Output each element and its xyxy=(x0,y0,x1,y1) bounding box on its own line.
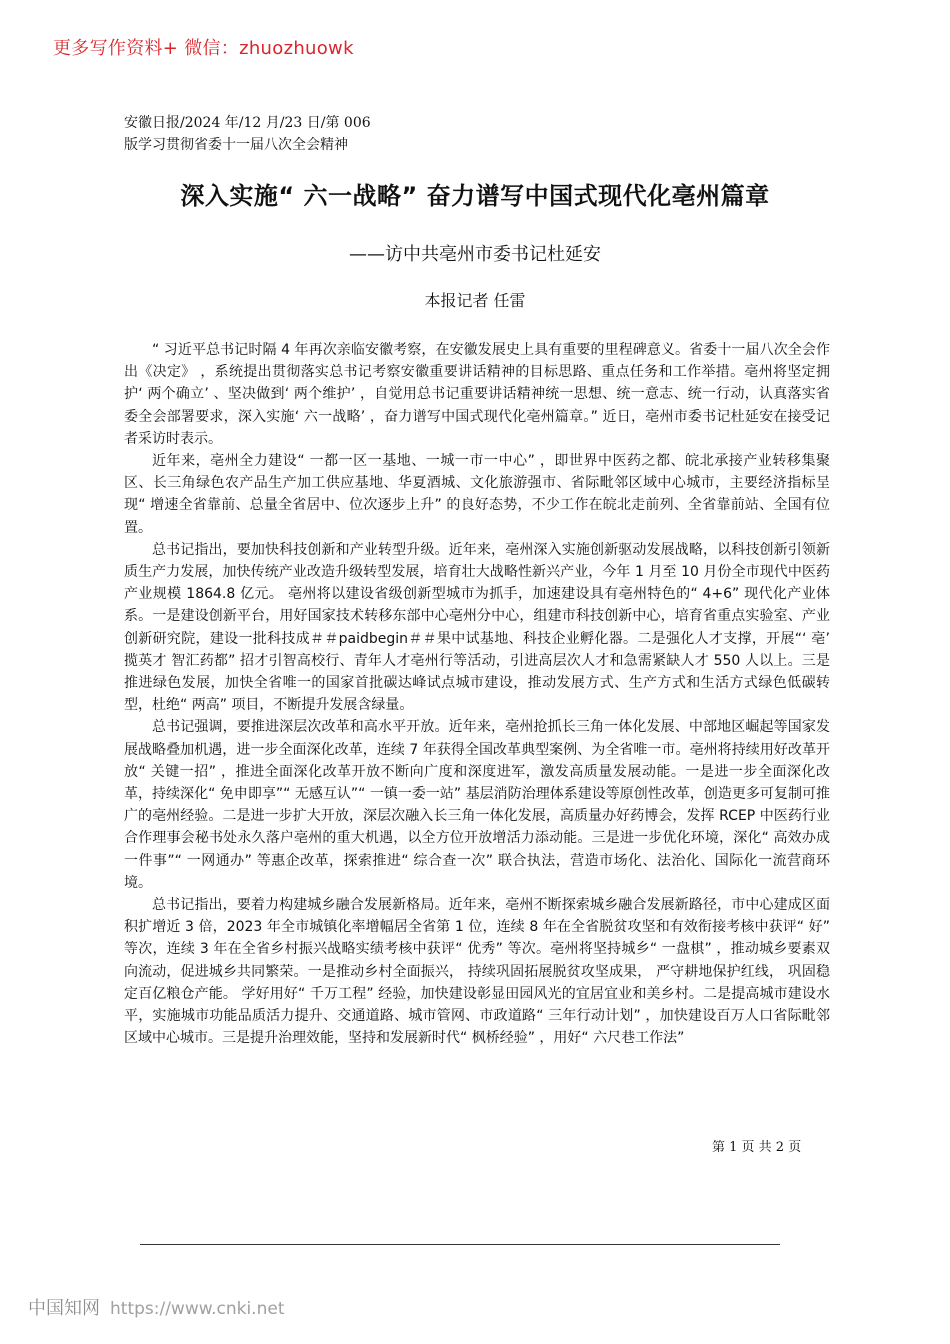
paragraph: 近年来，亳州全力建设“ 一都一区一基地、一城一市一中心” ，即世界中医药之都、皖北承接产业转移集聚区、长三角绿色农产品生产加工供应基地、华夏酒城、文化旅游强市、省际毗邻区域中心城市，主要经济指标呈现“ 增速全省靠前、总量全省居中、位次逐步上升” 的良好态势，不少工作在皖北走前列、全省靠前站、全国有位置。 xyxy=(124,453,830,536)
article-title: 深入实施“ 六一战略” 奋力谱写中国式现代化亳州篇章 xyxy=(180,182,770,210)
source-line xyxy=(124,112,444,156)
article-body xyxy=(124,339,830,1050)
byline: 本报记者 任雷 xyxy=(424,291,526,310)
source-line-2: 版学习贯彻省委十一届八次全会精神 xyxy=(124,137,348,153)
watermark-brand: 中国知网 xyxy=(28,1298,100,1319)
footer-divider xyxy=(140,1244,780,1245)
paragraph: “ 习近平总书记时隔 4 年再次亲临安徽考察，在安徽发展史上具有重要的里程碑意义。省委十一届八次全会作出《决定》 ，系统提出贯彻落实总书记考察安徽重要讲话精神的目标思路、重点任务和工作举措。亳州将坚定拥护‘ 两个确立’ 、坚决做到‘ 两个维护’ ，自觉用总书记重要讲话精神统一思想、统一意志、统一行动，认真落实省委全会部署要求，深入实施‘ 六一战略’ ，奋力谱写中国式现代化亳州篇章。” 近日，亳州市委书记杜延安在接受记者采访时表示。 xyxy=(124,342,830,447)
paragraph: 总书记指出，要着力构建城乡融合发展新格局。近年来，亳州不断探索城乡融合发展新路径，市中心建成区面积扩增近 3 倍，2023 年全市城镇化率增幅居全省第 1 位，连续 8 年在全省脱贫攻坚和有效衔接考核中获评“ 好” 等次，连续 3 年在全省乡村振兴战略实绩考核中获评“ 优秀” 等次。亳州将坚持城乡“ 一盘棋” ，推动城乡要素双向流动，促进城乡共同繁荣。一是推动乡村全面振兴， 持续巩固拓展脱贫攻坚成果， 严守耕地保护红线， 巩固稳定百亿粮仓产能。 学好用好“ 千万工程” 经验，加快建设彰显田园风光的宜居宜业和美乡村。二是提高城市建设水平，实施城市功能品质活力提升、交通道路、城市管网、市政道路“ 三年行动计划” ，加快建设百万人口省际毗邻区域中心城市。三是提升治理效能，坚持和发展新时代“ 枫桥经验” ，用好“ 六尺巷工作法” xyxy=(124,897,830,1047)
paragraph: 总书记指出，要加快科技创新和产业转型升级。近年来，亳州深入实施创新驱动发展战略，以科技创新引领新质生产力发展，加快传统产业改造升级转型发展，培育壮大战略性新兴产业，今年 1 月至 10 月份全市现代中医药产业规模 1864.8 亿元。 亳州将以建设省级创新型城市为抓手，加速建设具有亳州特色的“ 4+6” 现代化产业体系。一是建设创新平台，用好国家技术转移东部中心亳州分中心，组建市科技创新中心，培育省重点实验室、产业创新研究院，建设一批科技成＃＃paidbegin＃＃果中试基地、科技企业孵化器。二是强化人才支撑，开展“‘ 亳’ 揽英才 智汇药都” 招才引智高校行、青年人才亳州行等活动，引进高层次人才和急需紧缺人才 550 人以上。三是推进绿色发展，加快全省唯一的国家首批碳达峰试点城市建设，推动发展方式、生产方式和生活方式绿色低碳转型，杜绝“ 两高” 项目，不断提升发展含绿量。 xyxy=(124,541,830,714)
source-line-1: 安徽日报/2024 年/12 月/23 日/第 006 xyxy=(124,115,371,131)
paragraph: 总书记强调，要推进深层次改革和高水平开放。近年来，亳州抢抓长三角一体化发展、中部地区崛起等国家发展战略叠加机遇，进一步全面深化改革，连续 7 年获得全国改革典型案例、为全省唯一市。亳州将持续用好改革开放“ 关键一招” ，推进全面深化改革开放不断向广度和深度进军，激发高质量发展动能。一是进一步全面深化改革，持续深化“ 免申即享”“ 无感互认”“ 一镇一委一站” 基层消防治理体系建设等原创性改革，创造更多可复制可推广的亳州经验。二是进一步扩大开放，深层次融入长三角一体化发展，高质量办好药博会，发挥 RCEP 中医药行业合作理事会秘书处永久落户亳州的重大机遇，以全方位开放增活力添动能。三是进一步优化环境，深化“ 高效办成一件事”“ 一网通办” 等惠企改革，探索推进“ 综合查一次” 联合执法，营造市场化、法治化、国际化一流营商环境。 xyxy=(124,719,830,891)
promo-banner: 更多写作资料+ 微信：zhuozhuowk xyxy=(53,38,354,59)
page-number: 第 1 页 共 2 页 xyxy=(712,1140,802,1155)
article-subtitle: ——访中共亳州市委书记杜延安 xyxy=(349,244,601,265)
cnki-watermark xyxy=(28,1294,284,1320)
watermark-url: https://www.cnki.net xyxy=(110,1299,285,1319)
